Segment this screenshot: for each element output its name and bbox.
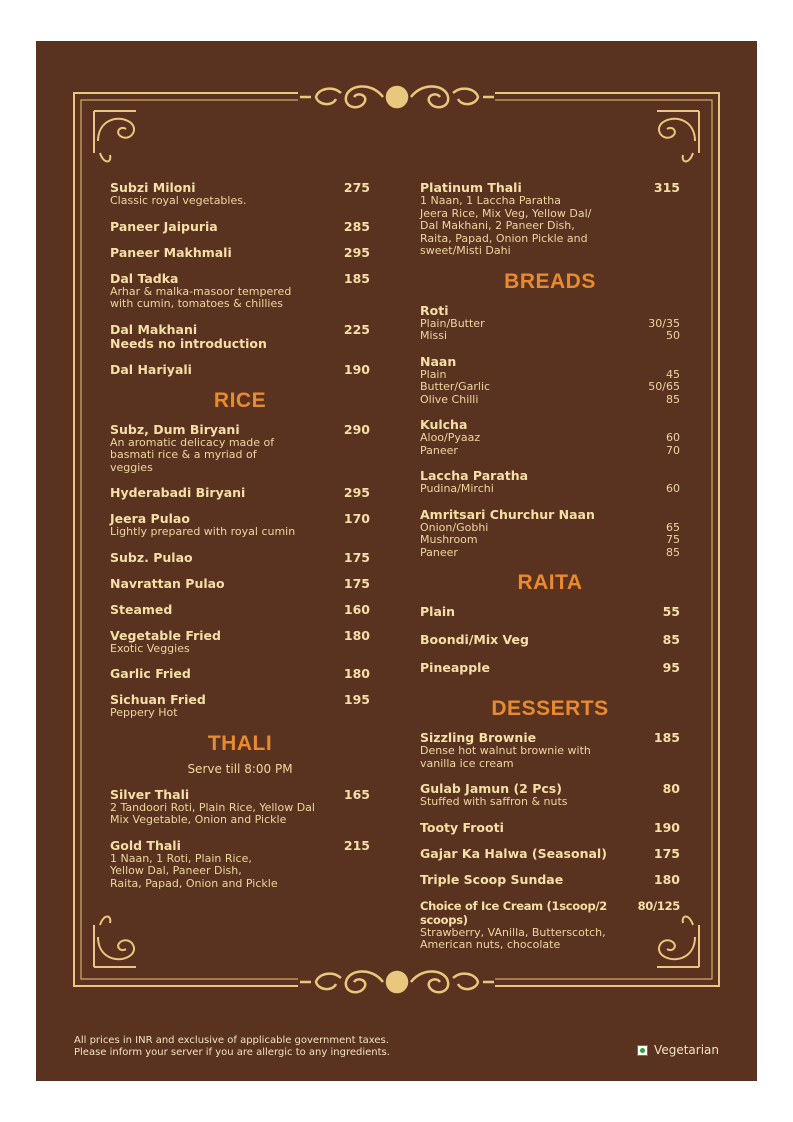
corner-top-right (657, 111, 699, 162)
menu-item (420, 605, 680, 619)
item-desc: An aromatic delicacy made of (110, 435, 275, 449)
item-name: Dal Tadka (110, 270, 179, 286)
item-desc: Strawberry, VAnilla, Butterscotch, (420, 925, 606, 939)
item-name: Laccha Paratha (420, 468, 529, 483)
menu-item (420, 731, 680, 770)
menu-item (110, 577, 370, 591)
menu-item (110, 423, 370, 475)
section-title-thali: THALI (207, 731, 273, 755)
variant-price: 75 (666, 533, 680, 546)
variant-price: 65 (666, 520, 680, 534)
corner-top-left (94, 111, 136, 162)
vegetarian-legend (637, 1043, 719, 1057)
variant-name: Plain/Butter (420, 316, 485, 330)
item-price: 295 (343, 485, 370, 500)
item-name: Hyderabadi Biryani (110, 485, 246, 500)
item-name: Paneer Makhmali (110, 244, 232, 260)
item-price: 165 (343, 786, 370, 802)
item-name: Gajar Ka Halwa (Seasonal) (420, 845, 607, 861)
item-name: Gulab Jamun (2 Pcs) (420, 781, 562, 796)
item-name: Boondi/Mix Veg (420, 632, 529, 647)
footer-tax-note: All prices in INR and exclusive of applicable government taxes. (74, 1035, 389, 1046)
rice-list (110, 423, 370, 720)
variant-name: Paneer (420, 443, 458, 457)
left-column (110, 181, 370, 902)
menu-item (110, 246, 370, 260)
item-name: Triple Scoop Sundae (420, 871, 564, 887)
variant-price: 70 (666, 443, 680, 457)
variant-name: Plain (420, 367, 447, 381)
menu-item (420, 873, 680, 887)
item-name: Roti (420, 302, 449, 318)
item-desc: 2 Tandoori Roti, Plain Rice, Yellow Dal (110, 800, 315, 814)
menu-item (110, 272, 370, 311)
variant-price: 50 (666, 329, 680, 342)
item-desc: Yellow Dal, Paneer Dish, (110, 864, 242, 877)
item-price: 175 (343, 549, 370, 565)
item-name: Subzi Miloni (110, 180, 196, 195)
variant-price: 45 (666, 367, 680, 381)
item-price: 225 (343, 321, 370, 337)
thali-list (110, 788, 370, 891)
menu-item (420, 782, 680, 809)
menu-item-platinum-thali (420, 181, 680, 258)
item-price: 185 (343, 270, 370, 286)
item-price: 80 (662, 781, 680, 796)
item-desc: 1 Naan, 1 Roti, Plain Rice, (110, 851, 252, 865)
item-name: Pineapple (420, 660, 490, 675)
item-desc: with cumin, tomatoes & chillies (110, 297, 283, 310)
menu-item (420, 633, 680, 647)
item-price: 85 (662, 632, 680, 647)
item-price: 170 (343, 511, 370, 526)
section-title-rice: RICE (213, 388, 267, 412)
item-desc: vanilla ice cream (420, 756, 514, 770)
section-title-breads: BREADS (504, 269, 596, 293)
menu-item (420, 304, 680, 343)
breads-list (420, 304, 680, 560)
item-price: 315 (653, 180, 680, 195)
item-desc: Raita, Papad, Onion Pickle and (420, 231, 588, 245)
menu-item (110, 323, 370, 351)
menu-item (420, 661, 680, 675)
item-price: 195 (343, 692, 370, 707)
menu-item (110, 693, 370, 720)
item-name: Silver Thali (110, 786, 190, 802)
menu-item (110, 181, 370, 208)
item-price: 175 (343, 575, 370, 591)
item-price: 285 (343, 218, 370, 234)
item-price: 190 (343, 361, 370, 377)
item-desc: sweet/Misti Dahi (420, 244, 511, 257)
item-desc: American nuts, chocolate (420, 938, 561, 951)
variant-name: Pudina/Mirchi (420, 482, 494, 495)
variant-price: 60 (666, 431, 680, 444)
item-price: 290 (343, 421, 370, 437)
item-desc: Classic royal vegetables. (110, 194, 247, 207)
footer-note (74, 1035, 390, 1058)
menu-item (420, 899, 680, 952)
item-name: Dal Hariyali (110, 361, 192, 377)
item-name: Subz, Dum Biryani (110, 421, 240, 437)
corner-bottom-left (94, 917, 136, 968)
item-desc: basmati rice & a myriad of (110, 448, 257, 461)
item-name: Garlic Fried (110, 666, 191, 681)
item-desc: Dal Makhani, 2 Paneer Dish, (420, 219, 575, 232)
item-desc: 1 Naan, 1 Laccha Paratha (420, 194, 562, 207)
menu-item (420, 418, 680, 457)
item-name: Amritsari Churchur Naan (420, 506, 595, 522)
item-price: 185 (653, 730, 680, 745)
item-price: 295 (343, 244, 370, 260)
veg-symbol-icon (637, 1045, 648, 1056)
item-price: 55 (662, 604, 680, 619)
item-desc: Lightly prepared with royal cumin (110, 525, 296, 538)
item-name: Dal Makhani (110, 321, 198, 337)
item-price: 190 (653, 819, 680, 835)
menu-item (110, 788, 370, 827)
variant-name: Aloo/Pyaaz (420, 431, 481, 444)
variant-price: 85 (666, 545, 680, 559)
item-price: 180 (343, 627, 370, 643)
variant-name: Olive Chilli (420, 392, 479, 406)
section-title-raita: RAITA (517, 571, 583, 594)
variant-price: 30/35 (648, 316, 680, 330)
footer-allergy-note: Please inform your server if you are allergic to any ingredients. (74, 1046, 390, 1058)
item-price: 160 (343, 601, 370, 617)
variant-name: Butter/Garlic (420, 380, 491, 393)
item-desc: Raita, Papad, Onion and Pickle (110, 876, 278, 890)
menu-item (420, 847, 680, 861)
item-name: Vegetable Fried (110, 627, 221, 643)
variant-price: 60 (666, 482, 680, 495)
menu-item (110, 220, 370, 234)
item-desc: Exotic Veggies (110, 641, 190, 655)
menu-item (110, 363, 370, 377)
item-price: 180 (653, 871, 680, 887)
variant-name: Onion/Gobhi (420, 520, 489, 534)
item-name: Jeera Pulao (110, 511, 190, 526)
item-desc: Mix Vegetable, Onion and Pickle (110, 813, 287, 826)
item-name: Subz. Pulao (110, 549, 193, 565)
item-price: 80/125 (637, 898, 680, 913)
right-column (420, 181, 680, 964)
item-name: Choice of Ice Cream (1scoop/2 scoops) (420, 898, 608, 927)
item-name: Plain (420, 604, 456, 619)
item-desc: Jeera Rice, Mix Veg, Yellow Dal/ (420, 206, 592, 220)
menu-item (420, 508, 680, 560)
item-name: Kulcha (420, 417, 468, 432)
menu-item (110, 603, 370, 617)
item-price: 175 (653, 845, 680, 861)
menu-card (36, 41, 757, 1081)
raita-list (420, 605, 680, 675)
item-desc: veggies (110, 460, 153, 474)
item-desc: Peppery Hot (110, 706, 178, 719)
variant-price: 85 (666, 392, 680, 406)
item-name: Sichuan Fried (110, 692, 206, 707)
variant-price: 50/65 (648, 380, 680, 393)
item-price: 95 (662, 660, 680, 675)
menu-item (110, 839, 370, 891)
desserts-list (420, 731, 680, 952)
variant-name: Missi (420, 329, 448, 342)
item-name: Platinum Thali (420, 180, 522, 195)
thali-serving-time: Serve till 8:00 PM (187, 761, 293, 776)
section-title-desserts: DESSERTS (491, 697, 609, 720)
menu-item (420, 469, 680, 496)
item-name: Naan (420, 353, 457, 369)
menu-item (420, 821, 680, 835)
item-price: 215 (343, 837, 370, 853)
item-name: Steamed (110, 601, 173, 617)
item-name: Tooty Frooti (420, 819, 504, 835)
item-desc: Arhar & malka-masoor tempered (110, 284, 292, 298)
variant-name: Paneer (420, 545, 458, 559)
main-course-list (110, 181, 370, 377)
item-price: 275 (343, 180, 370, 195)
menu-item (110, 667, 370, 681)
item-name: Sizzling Brownie (420, 730, 537, 745)
item-desc: Dense hot walnut brownie with (420, 744, 591, 757)
item-name: Paneer Jaipuria (110, 218, 218, 234)
variant-name: Mushroom (420, 533, 478, 546)
item-tagline: Needs no introduction (110, 335, 267, 351)
item-desc: Stuffed with saffron & nuts (420, 795, 568, 808)
menu-item (420, 355, 680, 407)
item-name: Gold Thali (110, 837, 181, 853)
menu-item (110, 629, 370, 656)
menu-item (110, 551, 370, 565)
item-price: 180 (343, 666, 370, 681)
menu-item (110, 486, 370, 500)
menu-item (110, 512, 370, 539)
item-name: Navrattan Pulao (110, 575, 225, 591)
veg-label: Vegetarian (654, 1043, 719, 1057)
